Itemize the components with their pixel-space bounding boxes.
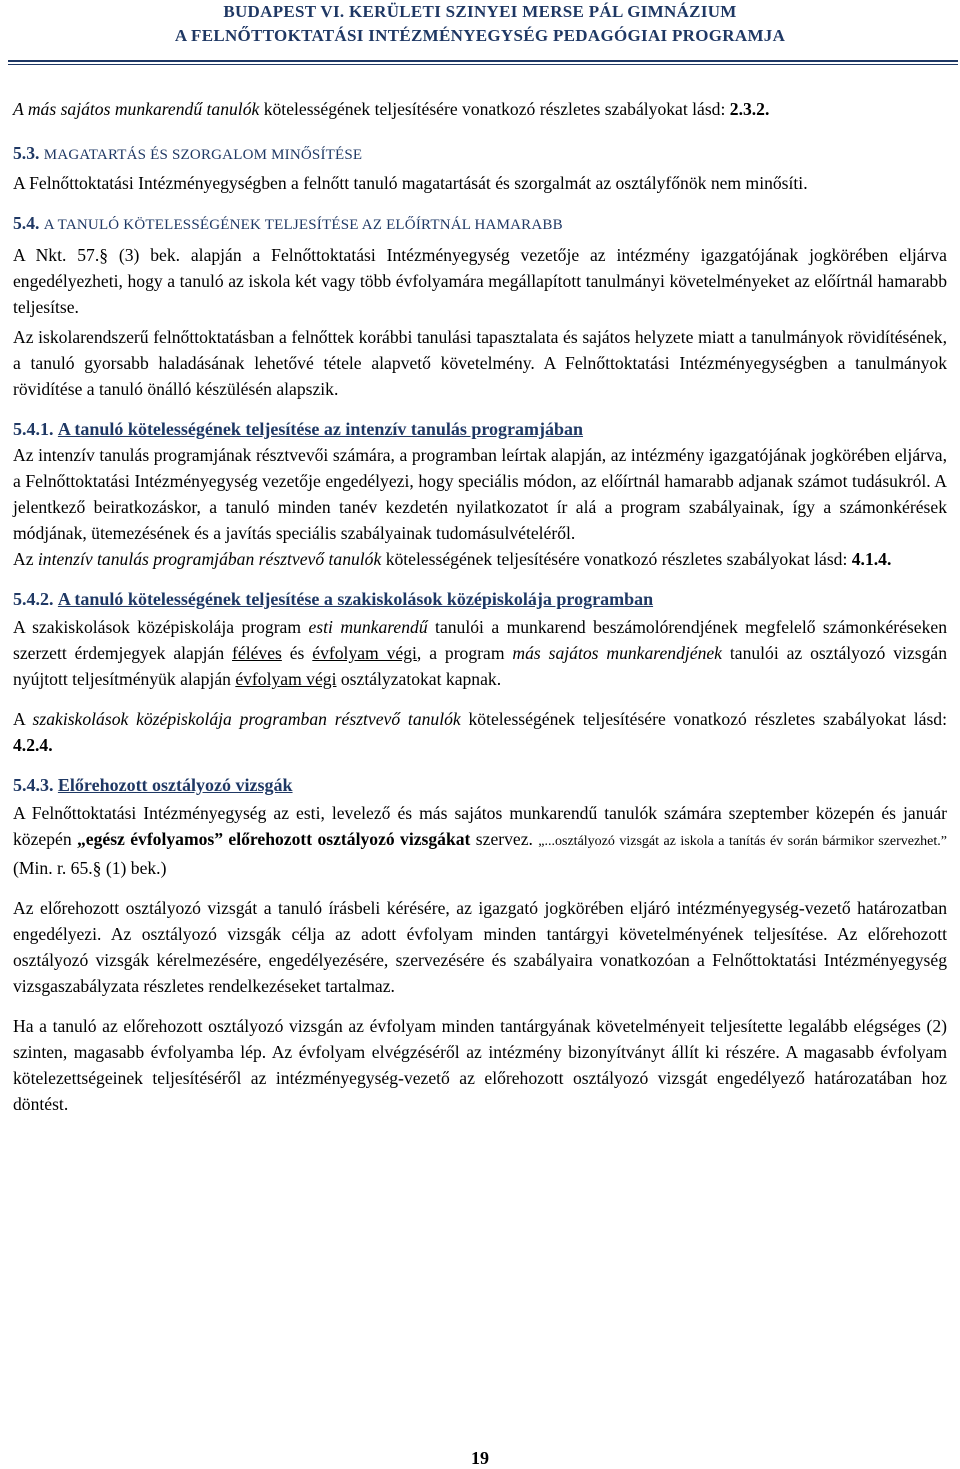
section-5-4-1-paragraph-2 bbox=[13, 546, 947, 572]
header-divider bbox=[8, 60, 958, 62]
intro-paragraph bbox=[13, 96, 947, 122]
section-title: A TANULÓ KÖTELESSÉGÉNEK TELJESÍTÉSE AZ ELŐÍRTNÁL HAMARABB bbox=[43, 217, 563, 233]
text-run: , a program bbox=[416, 643, 513, 663]
intro-text: kötelességének teljesítésére vonatkozó részletes szabályokat lásd: bbox=[259, 99, 726, 119]
text-run: A Felnőttoktatási Intézményegység az esti, levelező és más sajátos munkarendű tanulók számára szeptember közepén és január közepén bbox=[13, 803, 947, 849]
section-5-4-2-paragraph-2 bbox=[13, 706, 947, 758]
section-5-4-1-paragraph-1: Az intenzív tanulás programjának résztvevői számára, a programban leírtak alapján, az intézmény igazgatójának jogkörében eljárva, a Felnőttoktatási Intézményegység vezetője engedélyezi, hogy speciális módon, az előírtnál hamarabb adjanak számot tudásukról. A jelentkező beiratkozáskor, a tanuló minden tanév kezdetén nyilatkozatot ír alá a program szabályainak, így a számonkérések módjának, ütemezésének és a javítás speciális szabályainak tudomásulvételéről. bbox=[13, 445, 947, 543]
text-run: Az bbox=[13, 549, 38, 569]
section-5-4-3-heading bbox=[13, 772, 947, 798]
text-run: kötelességének teljesítésére vonatkozó részletes szabályokat lásd: bbox=[381, 549, 852, 569]
italic-run: intenzív tanulás programjában résztvevő tanulók bbox=[37, 549, 382, 569]
text-run: A szakiskolások középiskolája program bbox=[13, 617, 309, 637]
bold-run: „egész évfolyamos” előrehozott osztályozó vizsgákat bbox=[76, 829, 471, 849]
section-number: 5.3. bbox=[13, 143, 40, 163]
header-school-name: BUDAPEST VI. KERÜLETI SZINYEI MERSE PÁL GIMNÁZIUM bbox=[223, 2, 737, 21]
section-number: 5.4.3. bbox=[13, 775, 54, 795]
page-header bbox=[0, 0, 960, 66]
section-5-4-3-paragraph-2: Az előrehozott osztályozó vizsgát a tanuló írásbeli kérésére, az igazgató jogkörében eljáró intézményegység-vezető határozatban engedélyezi. Az osztályozó vizsgák célja az adott évfolyam minden tantárgyi követelményének teljesítése. Az előrehozott osztályozó vizsgák kérelmezésére, engedélyezésére, szervezésére és szabályaira vonatkozóan a Felnőttoktatási Intézményegység vizsgaszabályzata részletes rendelkezéseket tartalmaz. bbox=[13, 898, 947, 996]
section-5-4-heading bbox=[13, 210, 947, 238]
intro-reference: 2.3.2. bbox=[729, 99, 770, 119]
header-document-title: A FELNŐTTOKTATÁSI INTÉZMÉNYEGYSÉG PEDAGÓGIAI PROGRAMJA bbox=[174, 26, 786, 45]
section-5-3-heading bbox=[13, 140, 947, 168]
underlined-run: évfolyam végi bbox=[312, 643, 417, 663]
text-run: szervez. bbox=[470, 829, 539, 849]
underlined-run: évfolyam végi bbox=[235, 669, 337, 689]
text-run: A bbox=[13, 709, 33, 729]
section-number: 5.4.1. bbox=[13, 419, 54, 439]
section-5-4-1-heading bbox=[13, 416, 947, 442]
text-run: és bbox=[281, 643, 313, 663]
header-divider-thin bbox=[8, 64, 958, 65]
section-title: Előrehozott osztályozó vizsgák bbox=[57, 775, 293, 795]
reference: 4.1.4. bbox=[851, 549, 892, 569]
section-5-4-paragraph-2: Az iskolarendszerű felnőttoktatásban a felnőttek korábbi tanulási tapasztalata és sajátos helyzete miatt a tanulmányok rövidítésének, a tanuló gyorsabb haladásának lehetővé tétele alapvető követelmény. A Felnőttoktatási Intézményegységben a tanulmányok rövidítése a tanuló önálló készülésén alapszik. bbox=[13, 327, 947, 399]
italic-run: más sajátos munkarendjének bbox=[512, 643, 722, 663]
text-run: tanulói a munkarend beszámolórendjének megfelelő számonkéréseken szerzett érdemjegyek alapján bbox=[13, 617, 947, 663]
text-run: osztályzatokat kapnak. bbox=[336, 669, 502, 689]
section-5-4-2-heading bbox=[13, 586, 947, 612]
underlined-run: féléves bbox=[232, 643, 282, 663]
section-number: 5.4. bbox=[13, 213, 40, 233]
text-run: (Min. r. 65.§ (1) bek.) bbox=[13, 858, 167, 878]
section-number: 5.4.2. bbox=[13, 589, 54, 609]
text-run: kötelességének teljesítésére vonatkozó részletes szabályokat lásd: bbox=[460, 709, 947, 729]
section-title: A tanuló kötelességének teljesítése a szakiskolások középiskolája programban bbox=[57, 589, 654, 609]
italic-run: szakiskolások középiskolája programban résztvevő tanulók bbox=[32, 709, 461, 729]
section-5-4-paragraph-1: A Nkt. 57.§ (3) bek. alapján a Felnőttoktatási Intézményegység vezetője az intézmény igazgatójának jogkörében eljárva engedélyezheti, hogy a tanuló az iskola két vagy több évfolyamára megállapított tanulmányi követelményeket az előírtnál hamarabb teljesítse. bbox=[13, 245, 947, 317]
section-5-4-3-paragraph-1 bbox=[13, 800, 947, 881]
section-5-3-text: A Felnőttoktatási Intézményegységben a felnőtt tanuló magatartását és szorgalmát az osztályfőnök nem minősíti. bbox=[13, 173, 808, 193]
section-title: A tanuló kötelességének teljesítése az intenzív tanulás programjában bbox=[57, 419, 584, 439]
legal-quote: „...osztályozó vizsgát az iskola a tanítás év során bármikor szervezhet.” bbox=[538, 834, 947, 849]
text-run: tanulói az osztályozó vizsgán nyújtott teljesítményük alapján bbox=[13, 643, 947, 689]
section-5-4-3-paragraph-3: Ha a tanuló az előrehozott osztályozó vizsgán az évfolyam minden tantárgyának követelményeit teljesítette legalább elégséges (2) szinten, magasabb évfolyamba lép. Az évfolyam elvégzéséről az intézmény bizonyítványt állít ki részére. A magasabb évfolyam kötelezettségeinek teljesítéséről az intézményegység-vezető az előrehozott osztályozó vizsgát engedélyező határozatában hoz döntést. bbox=[13, 1016, 947, 1114]
page-number: 19 bbox=[471, 1448, 489, 1468]
section-title: MAGATARTÁS ÉS SZORGALOM MINŐSÍTÉSE bbox=[43, 147, 363, 163]
italic-run: esti munkarendű bbox=[308, 617, 428, 637]
reference: 4.2.4. bbox=[13, 735, 53, 755]
document-body bbox=[13, 96, 947, 1117]
section-5-4-2-paragraph-1 bbox=[13, 614, 947, 692]
intro-italic: A más sajátos munkarendű tanulók bbox=[13, 99, 260, 119]
